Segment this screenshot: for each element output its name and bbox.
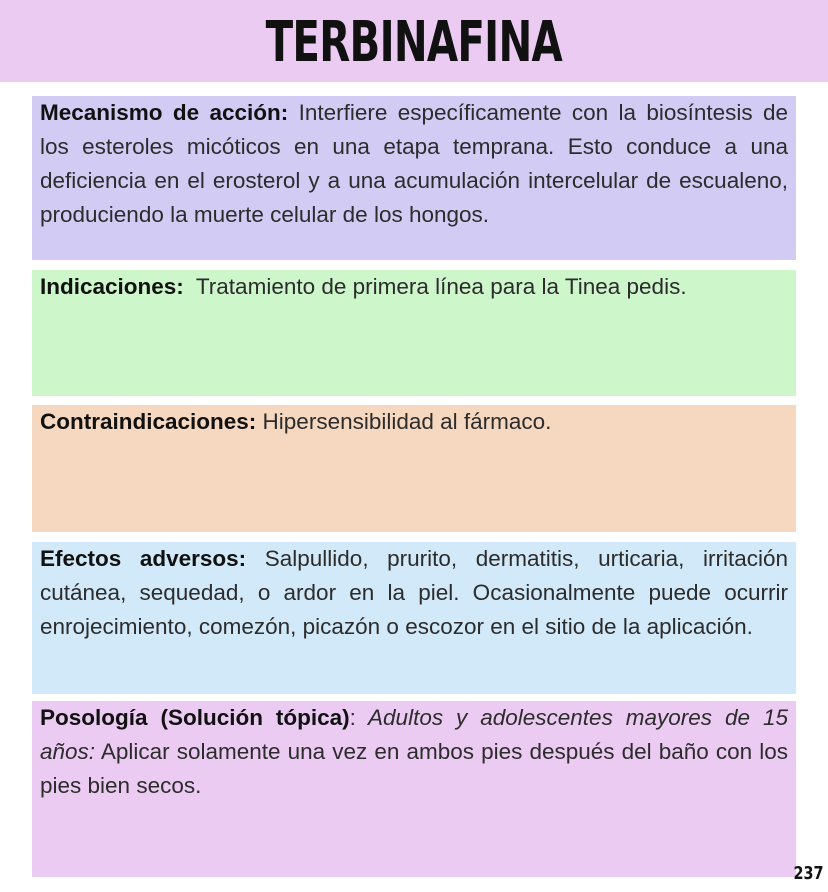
section-label-posologia: Posología (Solución tópica) bbox=[40, 705, 350, 730]
section-colon-posologia: : bbox=[349, 705, 356, 730]
section-label-indicaciones: Indicaciones: bbox=[40, 274, 184, 299]
section-text-posologia: Aplicar solamente una vez en ambos pies después del baño con los pies bien secos. bbox=[40, 739, 788, 798]
section-italic-posologia: Adultos y adolescentes mayores de 15 años: bbox=[40, 705, 788, 764]
section-posologia bbox=[32, 701, 796, 877]
section-label-mecanismo: Mecanismo de acción: bbox=[40, 100, 289, 125]
section-label-contraindicaciones: Contraindicaciones: bbox=[40, 409, 257, 434]
page-title: TERBINAFINA bbox=[265, 10, 563, 75]
section-text-efectos: Salpullido, prurito, dermatitis, urticaria, irritación cutánea, sequedad, o ardor en la piel. Ocasionalmente puede ocurrir enrojecimiento, comezón, picazón o escozor en el sitio de la aplicación. bbox=[40, 546, 788, 639]
section-efectos bbox=[32, 542, 796, 694]
title-banner bbox=[0, 0, 828, 82]
section-text-indicaciones: Tratamiento de primera línea para la Tinea pedis. bbox=[183, 274, 687, 299]
section-contraindicaciones bbox=[32, 405, 796, 532]
section-mecanismo bbox=[32, 96, 796, 260]
section-indicaciones bbox=[32, 270, 796, 396]
section-text-mecanismo: Interfiere específicamente con la biosíntesis de los esteroles micóticos en una etapa temprana. Esto conduce a una deficiencia en el erosterol y a una acumulación intercelular de escualeno, produciendo la muerte celular de los hongos. bbox=[40, 100, 788, 227]
section-text-contraindicaciones: Hipersensibilidad al fármaco. bbox=[256, 409, 552, 434]
page-number: 237 bbox=[793, 863, 824, 884]
section-label-efectos: Efectos adversos: bbox=[40, 546, 247, 571]
